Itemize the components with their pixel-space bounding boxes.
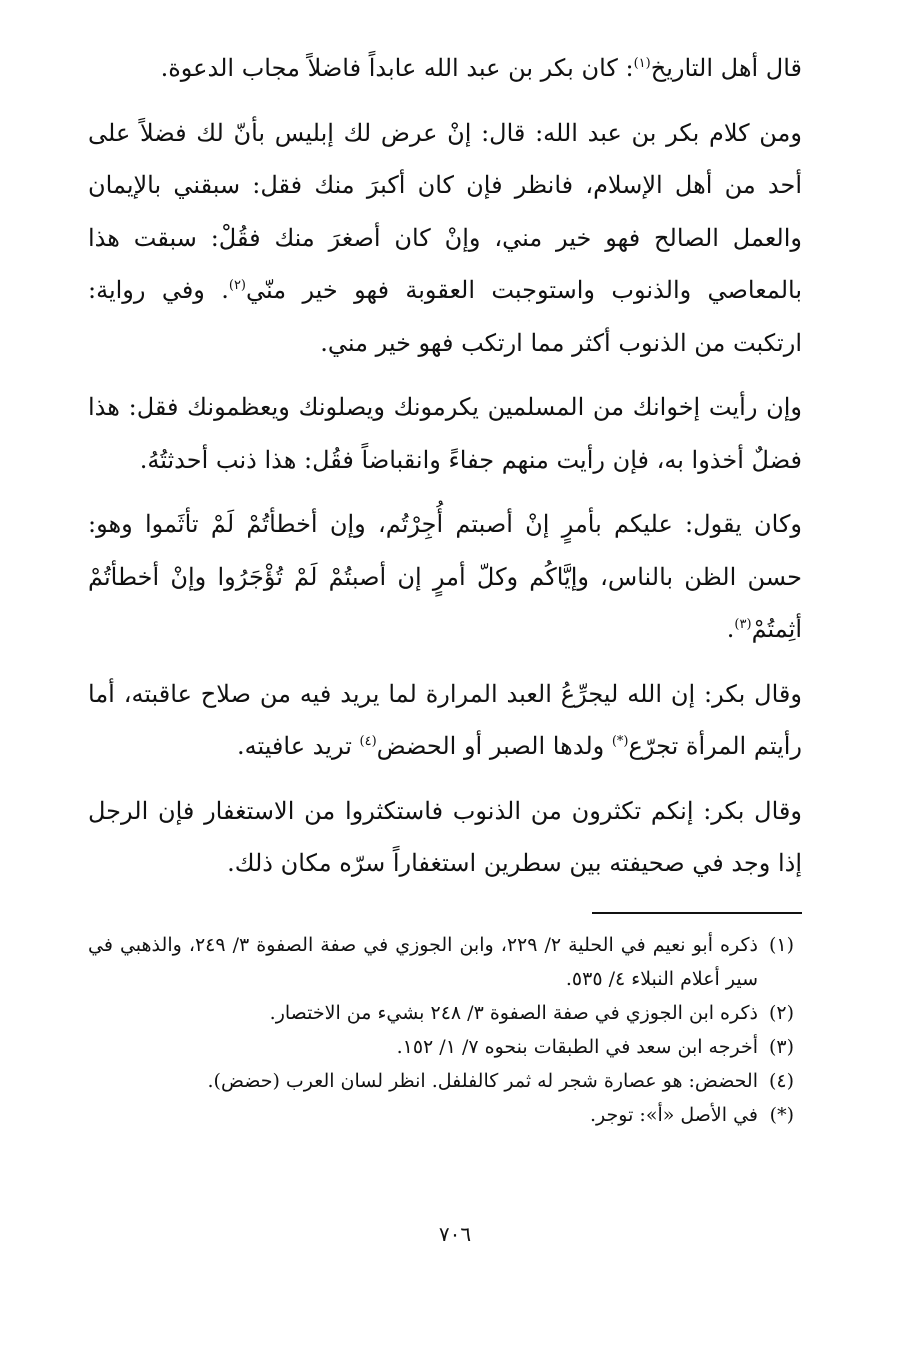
paragraph-text: وإن رأيت إخوانك من المسلمين يكرمونك ويصلونك ويعظمونك فقل: هذا فضلٌ أخذوا به، فإن رأيت منهم جفاءً وانقباضاً فقُل: هذا ذنب أحدثتُهُ. <box>88 393 802 474</box>
footnote-marker: (٢) <box>228 278 246 293</box>
paragraph <box>88 498 802 656</box>
body-text <box>88 42 802 890</box>
paragraph <box>88 107 802 370</box>
paragraph-text: وقال بكر: إن الله ليجرِّعُ العبد المرارة لما يريد فيه من صلاح عاقبته، أما رأيتم المرأة تجرّع <box>88 679 802 760</box>
paragraph-text: وقال بكر: إنكم تكثرون من الذنوب فاستكثروا من الاستغفار فإن الرجل إذا وجد في صحيفته بين سطرين استغفاراً سرّه مكان ذلك. <box>88 796 802 877</box>
footnote-marker: (٣) <box>734 617 752 632</box>
paragraph-text: وكان يقول: عليكم بأمرٍ إنْ أصبتم أُجِرْتُم، وإن أخطأتُمْ لَمْ تأثَموا وهو: حسن الظن بالناس، وإيَّاكُم وكلّ أمرٍ إن أصبتُمْ لَمْ تُؤْجَرُوا وإنْ أخطأتُمْ أثِمتُمْ <box>88 510 802 643</box>
paragraph-text: ومن كلام بكر بن عبد الله: قال: إنْ عرض لك إبليس بأنّ لك فضلاً على أحد من أهل الإسلام، فانظر فإن كان أكبرَ منك فقل: سبقني بالإيمان والعمل الصالح فهو خير مني، وإنْ كان أصغرَ منك فقُلْ: سبقت هذا بالمعاصي والذنوب واستوجبت العقوبة فهو خير منّي <box>88 118 803 304</box>
footnotes-list <box>88 928 794 1132</box>
footnote-marker: (١) <box>633 56 651 71</box>
page-number: ٧٠٦ <box>438 1222 472 1246</box>
footnote <box>88 996 794 1030</box>
footnote-text: الحضض: هو عصارة شجر له ثمر كالفلفل. انظر لسان العرب (حضض). <box>207 1070 758 1092</box>
footnote-number: (٢) <box>768 1002 794 1024</box>
paragraph <box>88 381 802 486</box>
footnote-text: ذكره ابن الجوزي في صفة الصفوة ٣/ ٢٤٨ بشيء من الاختصار. <box>269 1002 758 1024</box>
footnote <box>88 928 794 996</box>
paragraph-text: ولدها الصبر أو الحضض <box>376 732 612 760</box>
footnote-text: في الأصل «أ»: توجر. <box>590 1104 758 1126</box>
paragraph-text: . وفي رواية: ارتكبت من الذنوب أكثر مما ارتكب فهو خير مني. <box>88 276 802 357</box>
footnote-number: (*) <box>769 1104 794 1126</box>
footnote-marker: (٤) <box>359 734 377 749</box>
paragraph <box>88 785 802 890</box>
paragraph <box>88 42 802 95</box>
footnote-divider <box>592 912 802 914</box>
paragraph <box>88 668 802 773</box>
footnote-marker: (*) <box>611 734 629 749</box>
footnote-number: (١) <box>768 934 794 956</box>
paragraph-text: قال أهل التاريخ <box>650 54 802 82</box>
footnote <box>88 1064 794 1098</box>
footnote <box>88 1098 794 1132</box>
footnote-number: (٣) <box>768 1036 794 1058</box>
book-page <box>88 42 802 1332</box>
paragraph-text: تريد عافيته. <box>236 732 360 760</box>
footnote <box>88 1030 794 1064</box>
footnote-text: أخرجه ابن سعد في الطبقات بنحوه ٧/ ١/ ١٥٢. <box>396 1036 758 1058</box>
paragraph-text: . <box>726 615 735 643</box>
footnote-text: ذكره أبو نعيم في الحلية ٢/ ٢٢٩، وابن الجوزي في صفة الصفوة ٣/ ٢٤٩، والذهبي في سير أعلام النبلاء ٤/ ٥٣٥. <box>88 934 758 990</box>
paragraph-text: : كان بكر بن عبد الله عابداً فاضلاً مجاب الدعوة. <box>160 54 634 82</box>
footnote-number: (٤) <box>768 1070 794 1092</box>
